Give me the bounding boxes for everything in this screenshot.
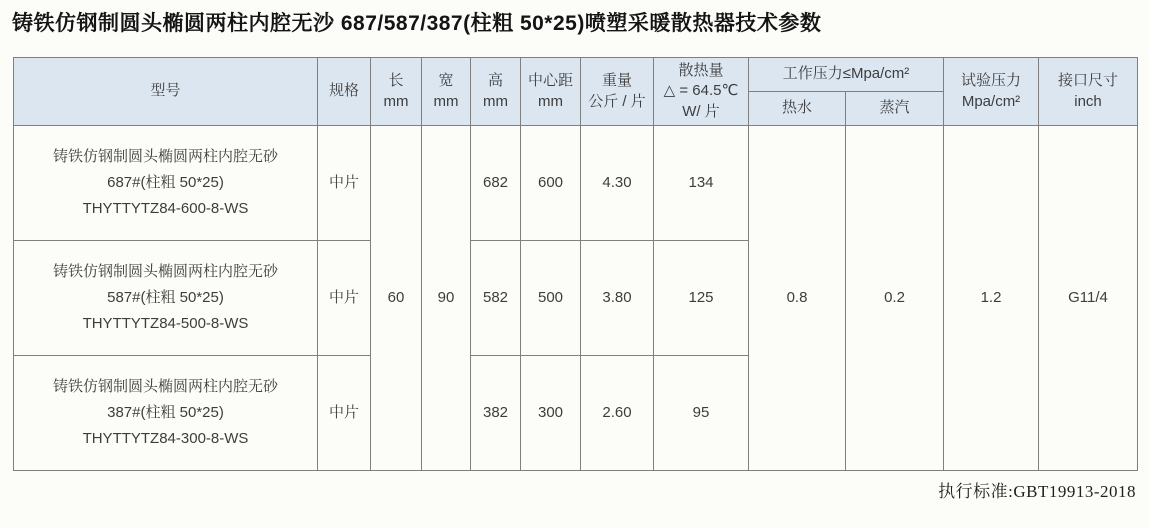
cell-heat-output: 134 — [654, 126, 749, 241]
col-header-model: 型号 — [14, 58, 318, 126]
col-header-height — [471, 58, 521, 126]
cell-length-shared: 60 — [371, 126, 422, 471]
cell-model-687 — [14, 126, 318, 241]
cell-height: 582 — [471, 241, 521, 356]
col-header-test-line1: 试验压力 — [961, 72, 1022, 90]
model-line3: THYTTYTZ84-500-8-WS — [82, 315, 249, 332]
col-header-height-line2: mm — [483, 92, 508, 110]
cell-interface-size-shared: G11/4 — [1039, 126, 1138, 471]
cell-spec: 中片 — [318, 356, 371, 471]
col-header-heat-output — [654, 58, 749, 126]
model-line1: 铸铁仿钢制圆头椭圆两柱内腔无砂 — [52, 263, 278, 280]
col-header-height-line1: 高 — [487, 72, 503, 90]
col-header-test-pressure — [944, 58, 1039, 126]
spec-table — [13, 57, 1138, 471]
col-header-heat-line1: 散热量 — [678, 62, 724, 80]
cell-spec: 中片 — [318, 241, 371, 356]
col-header-weight-line2: 公斤 / 片 — [588, 92, 646, 110]
model-line1: 铸铁仿钢制圆头椭圆两柱内腔无砂 — [52, 378, 278, 395]
cell-center-distance: 500 — [521, 241, 581, 356]
cell-spec: 中片 — [318, 126, 371, 241]
table-row — [14, 126, 1138, 241]
cell-height: 682 — [471, 126, 521, 241]
col-header-length-line1: 长 — [388, 72, 404, 90]
col-header-length-line2: mm — [383, 92, 409, 110]
cell-model-587 — [14, 241, 318, 356]
col-header-working-pressure: 工作压力≤Mpa/cm² — [749, 58, 944, 92]
model-line1: 铸铁仿钢制圆头椭圆两柱内腔无砂 — [52, 148, 278, 165]
col-header-weight — [581, 58, 654, 126]
col-header-test-line2: Mpa/cm² — [961, 92, 1021, 110]
cell-weight: 2.60 — [581, 356, 654, 471]
col-header-hot-water: 热水 — [749, 92, 846, 126]
col-header-width-line2: mm — [433, 92, 459, 110]
cell-hot-water-shared: 0.8 — [749, 126, 846, 471]
execution-standard-note: 执行标准:GBT19913-2018 — [938, 482, 1136, 501]
cell-heat-output: 125 — [654, 241, 749, 356]
col-header-weight-line1: 重量 — [601, 72, 632, 90]
col-header-interface-size — [1039, 58, 1138, 126]
col-header-spec: 规格 — [318, 58, 371, 126]
cell-steam-shared: 0.2 — [846, 126, 944, 471]
cell-height: 382 — [471, 356, 521, 471]
page-title: 铸铁仿钢制圆头椭圆两柱内腔无沙 687/587/387(柱粗 50*25)喷塑采暖散热器技术参数 — [12, 12, 822, 35]
cell-heat-output: 95 — [654, 356, 749, 471]
col-header-interface-line1: 接口尺寸 — [1058, 72, 1119, 90]
col-header-center-distance — [521, 58, 581, 126]
model-line2: 687#(柱粗 50*25) — [107, 174, 224, 191]
cell-test-pressure-shared: 1.2 — [944, 126, 1039, 471]
col-header-interface-line2: inch — [1074, 92, 1102, 110]
col-header-center-line2: mm — [538, 92, 563, 110]
col-header-center-line1: 中心距 — [527, 72, 573, 90]
model-line2: 587#(柱粗 50*25) — [107, 289, 224, 306]
cell-weight: 3.80 — [581, 241, 654, 356]
col-header-steam: 蒸汽 — [846, 92, 944, 126]
cell-weight: 4.30 — [581, 126, 654, 241]
model-line3: THYTTYTZ84-300-8-WS — [82, 430, 249, 447]
model-line2: 387#(柱粗 50*25) — [107, 404, 224, 421]
cell-center-distance: 300 — [521, 356, 581, 471]
model-line3: THYTTYTZ84-600-8-WS — [82, 200, 249, 217]
col-header-length — [371, 58, 422, 126]
cell-model-387 — [14, 356, 318, 471]
cell-width-shared: 90 — [422, 126, 471, 471]
cell-center-distance: 600 — [521, 126, 581, 241]
col-header-heat-line3: W/ 片 — [682, 102, 720, 120]
col-header-width-line1: 宽 — [438, 72, 454, 90]
col-header-heat-line2: △ = 64.5℃ — [663, 82, 739, 100]
col-header-width — [422, 58, 471, 126]
